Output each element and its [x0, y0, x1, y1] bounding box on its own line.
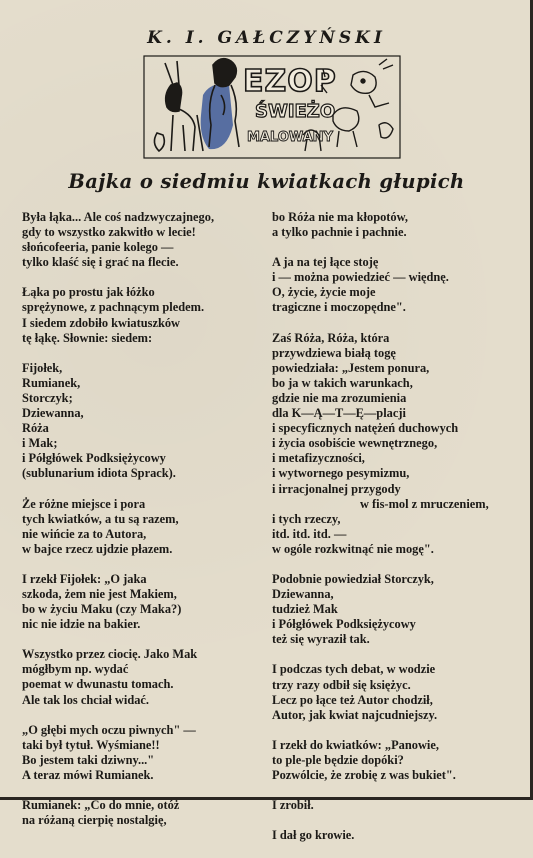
poem-line: Rumianek, — [22, 375, 81, 390]
poem-line: I podczas tych debat, w wodzie — [272, 662, 436, 677]
poem-line: O, życie, życie moje — [272, 285, 376, 300]
poem-line: sprężynowe, z pachnącym pledem. — [22, 300, 205, 315]
poem-line: Dziewanna, — [272, 587, 334, 602]
poem-line: Ale tak los chciał widać. — [22, 692, 149, 707]
poem-line: Fijołek, — [22, 360, 63, 375]
poem-line: gdzie nie ma zrozumienia — [272, 390, 407, 405]
poem-line: dla K—Ą—T—Ę—placji — [272, 406, 406, 421]
poem-line: Pozwólcie, że zrobię z was bukiet". — [272, 768, 456, 782]
poem-line: Łąka po prostu jak łóżko — [22, 285, 155, 300]
poem-line: I siedem zdobiło kwiatuszków — [22, 315, 180, 330]
poem-line: poemat w dwunastu tomach. — [22, 677, 174, 692]
poem-line: Bo jestem taki dziwny..." — [22, 752, 155, 767]
poem-line: i irracjonalnej przygody — [272, 481, 401, 496]
poem-line: I dał go krowie. — [272, 828, 355, 843]
poem-line: bo ja w takich warunkach, — [272, 375, 413, 390]
poem-line: I zrobił. — [272, 798, 314, 813]
stanza — [272, 738, 508, 783]
poem-line: nie wińcie za to Autora, — [22, 526, 147, 541]
poem-line: Storczyk; — [22, 390, 73, 405]
poem-line: a tylko pachnie i pachnie. — [272, 225, 407, 240]
stanza — [272, 798, 508, 813]
poem-line: I rzekł Fijołek: „O jaka — [22, 571, 147, 586]
poem-line: tę łąkę. Słownie: siedem: — [22, 330, 153, 345]
ezop-illustration — [143, 55, 401, 159]
poem-line: tudzież Mak — [272, 602, 338, 617]
stanza — [22, 723, 270, 783]
poem-line: tylko klaść się i grać na flecie. — [22, 255, 179, 270]
poem-line: i — można powiedzieć — więdnę. — [272, 270, 449, 285]
stanza — [22, 798, 270, 828]
poem-line-indented: w fis-mol z mruczeniem, — [360, 496, 489, 511]
author-name: K. I. GAŁCZYŃSKI — [147, 28, 386, 48]
stanza — [272, 662, 508, 722]
poem-line: Lecz po łące też Autor chodził, — [272, 692, 433, 707]
poem-line: bo Róża nie ma kłopotów, — [272, 210, 408, 224]
poem-line: Róża — [22, 421, 49, 436]
stanza — [272, 210, 508, 240]
poem-line: Była łąka... Ale coś nadzwyczajnego, — [22, 210, 215, 224]
poem-line: i specyficznych natężeń duchowych — [272, 421, 459, 436]
poem-line: mógłbym np. wydać — [22, 662, 129, 677]
stanza — [22, 210, 270, 270]
poem-line: i metafizyczności, — [272, 451, 365, 466]
poem-line: powiedziała: „Jestem ponura, — [272, 360, 430, 375]
poem-line: Rumianek: „Co do mnie, otóż — [22, 798, 180, 812]
poem-line: A teraz mówi Rumianek. — [22, 767, 154, 782]
poem-line: Podobnie powiedział Storczyk, — [272, 571, 434, 586]
poem-line: to ple-ple będzie dopóki? — [272, 752, 404, 767]
poem-line: Autor, jak kwiat najcudniejszy. — [272, 707, 438, 722]
poem-line: „O głębi mych oczu piwnych" — — [22, 722, 196, 737]
poem-line: słońcofeeria, panie kolego — — [22, 240, 174, 255]
poem-line: w ogóle rozkwitnąć nie mogę". — [272, 541, 434, 556]
poem-line: Że różne miejsce i pora — [22, 496, 146, 511]
ezop-logo — [243, 64, 337, 145]
poem-line: tych kwiatków, a tu są razem, — [22, 511, 179, 526]
stanza — [272, 828, 508, 843]
poem-line: nic nie idzie na bakier. — [22, 617, 141, 632]
stanza — [22, 497, 270, 557]
poem-left-column — [22, 210, 270, 843]
poem-line: trzy razy odbił się księżyc. — [272, 677, 411, 692]
poem-title: Bajka o siedmiu kwiatkach głupich — [68, 170, 465, 193]
stanza — [272, 572, 508, 647]
logo-text-ezop: EZOP — [243, 64, 337, 99]
logo-text-swiezo: ŚWIEŻO — [255, 101, 336, 122]
stanza — [22, 647, 270, 707]
stanza — [272, 255, 508, 315]
logo-text-malowany: MALOWANY — [247, 130, 333, 145]
donkey-drawing — [154, 61, 203, 151]
poem-line: i życia osobiście wewnętrznego, — [272, 436, 438, 451]
poem-line: Wszystko przez ciocię. Jako Mak — [22, 647, 198, 662]
poem-line: szkoda, żem nie jest Makiem, — [22, 586, 177, 601]
poem-line: i wytwornego pesymizmu, — [272, 466, 410, 481]
stanza — [272, 331, 508, 557]
poem-line: gdy to wszystko zakwitło w lecie! — [22, 225, 196, 240]
poem-line: i Półgłówek Podksiężycowy — [22, 451, 166, 466]
poem-line: na różaną cierpię nostalgię, — [22, 813, 167, 828]
poem-line: (sublunarium idiota Sprack). — [22, 466, 176, 481]
poem-line: i Półgłówek Podksiężycowy — [272, 617, 416, 632]
stanza — [22, 572, 270, 632]
stanza — [22, 361, 270, 482]
poem-right-column — [272, 210, 508, 858]
poem-line: bo w życiu Maku (czy Maka?) — [22, 602, 182, 617]
stanza — [22, 285, 270, 345]
poem-line: przywdziewa białą togę — [272, 345, 396, 360]
poem-line: A ja na tej łące stoję — [272, 255, 379, 270]
poem-line: też się wyraził tak. — [272, 632, 370, 647]
poem-line: i tych rzeczy, — [272, 511, 341, 526]
poem-line: Zaś Róża, Róża, która — [272, 330, 390, 345]
poem-line: I rzekł do kwiatków: „Panowie, — [272, 737, 439, 752]
poem-line: itd. itd. itd. — — [272, 526, 347, 541]
poem-line: w bajce rzecz ujdzie płazem. — [22, 541, 173, 556]
poem-line: i Mak; — [22, 436, 58, 451]
poem-line: tragiczne i moczopędne". — [272, 300, 406, 315]
poem-line: Dziewanna, — [22, 406, 84, 421]
poem-line: taki był tytuł. Wyśmiane!! — [22, 737, 160, 752]
